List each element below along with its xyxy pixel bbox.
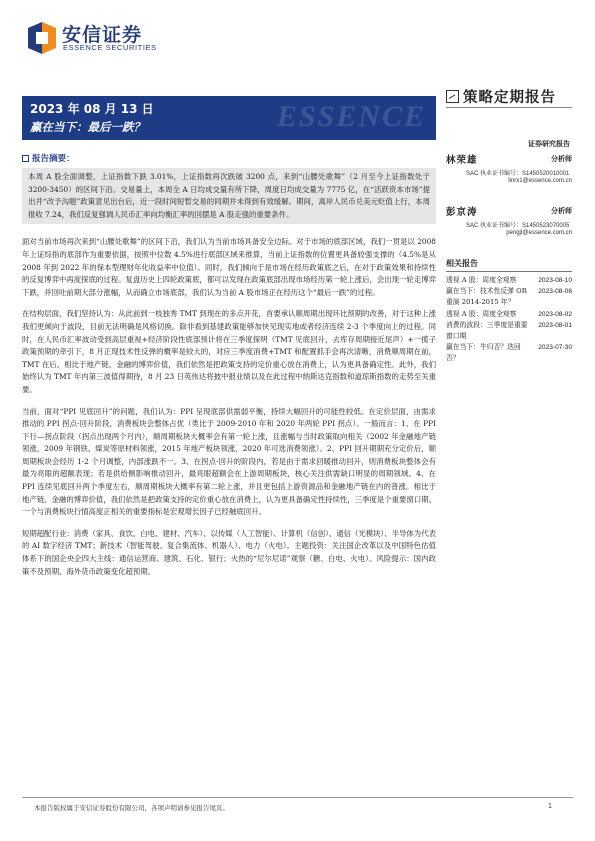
related-reports-list xyxy=(446,275,572,365)
related-report-date: 2023-07-30 xyxy=(538,344,572,352)
logo-text-en: ESSENCE SECURITIES xyxy=(63,43,157,52)
analyst-name: 彭京涛 xyxy=(446,207,478,218)
related-report-title[interactable]: 透视 A 股：周度全观察 xyxy=(446,276,517,284)
footer-disclaimer: 本报告版权属于安信证券股份有限公司，各项声明请参见报告尾页。 xyxy=(34,804,229,812)
divider xyxy=(446,107,572,108)
checkbox-icon xyxy=(22,155,29,162)
abstract-summary: 本周 A 股全面调整，上证指数下跌 3.01%，上证指数再次跌破 3200 点，来到“山腰处歌舞”（2 月至今上证指数处于 3200-3450）的区间下沿。交易量上，本周全 A 日均成交量有所下降，周度日均成交量为 7775 亿，在“活跃资本市场”提出并“改予沟题”政策意见出台后，近一段时间短暂交易的同期并未得到有效缓解。期间，离岸人民币兑美元贬值上行，本周报收 7.24，我们反复强调人民币汇率向均衡汇率的回摆是 A 股走强的重要条件。 xyxy=(22,168,436,224)
report-date: 2023 年 08 月 13 日 xyxy=(30,102,154,116)
title-banner xyxy=(22,96,436,140)
related-report-title[interactable]: 透视 A 股：周度全观察 xyxy=(446,309,517,318)
abstract-heading-label: 报告摘要： xyxy=(32,154,75,164)
analyst-role: 分析师 xyxy=(551,154,572,163)
related-report-date: 2023-08-01 xyxy=(538,321,572,329)
logo-text-cn: 安信证券 xyxy=(62,24,143,46)
banner-watermark: ESSENCE xyxy=(276,100,426,133)
chart-icon xyxy=(446,90,459,103)
report-sub-type: 证券研究报告 xyxy=(528,140,570,148)
analyst-email[interactable]: linrx1@essence.com.cn xyxy=(508,178,572,184)
related-report-item[interactable] xyxy=(446,320,572,342)
main-content xyxy=(22,152,436,578)
analyst-email[interactable]: pengjt@essence.com.cn xyxy=(506,230,572,236)
report-title: 赢在当下：最后一跌？ xyxy=(30,120,145,134)
body-paragraph: 短期超配行业：消费（家具、食饮、白电、建材、汽车）、以传媒（人工智能）、计算机（信创）、通信（光模块）、半导体为代表的 AI 数字经济 TMT；新技术（智能驾驶、复合集流体、机器人）、电力（火电）。主题投资：关注国企改革以及中国特色估值体系下的国企央企四大主线：通信运营商、建筑、石化、银行；火热的“尼尔尼诺”观察（糖、白电、火电）。风险提示：国内政策不及预期、海外货币政策变化超预期。 xyxy=(22,528,436,576)
page-header xyxy=(0,0,595,92)
related-report-item[interactable] xyxy=(446,342,572,364)
body-paragraph: 面对当前市场再次来到“山腰处歌舞”的区间下沿，我们认为当前市场具备安全边际。对于市场的底部区域，我们一贯是以 2008 年上证综指的底部作为重要依据，按照中位数 4.5%进行底部区域来推算，当前上证指数的位置更具备较强支撑的（4.5%是从 2008 年到 2022 年的保本型理财年化收益率中位值）。同时，我们倾向于是市场在经历政策底之后，在对于政策效果和持续性的反复博弈中再度探底的过程。复盘历史上四轮政策底，都可以发现在政策底部出现市场经历第一轮上涨后，会出现一轮走博弈下跌，并回吐前期大部分涨幅，从而确立市场底部，我们认为当前 A 股市场正在经历这个“最后一跌”的过程。 xyxy=(22,237,436,297)
essence-logo-icon xyxy=(28,22,56,54)
page-number: 1 xyxy=(548,803,552,810)
related-report-item[interactable] xyxy=(446,275,572,286)
body-paragraph: 当前，面对“PPI 见底回升”的问题，我们认为：PPI 呈现底部供需弱平衡，持续大幅回升的可能性较低。在定价层面，由需求推动的 PPI 拐点-回升阶段，消费板块会整体占优（类比于 2009-2010 年和 2020 年两轮 PPI 拐点）。一般而言：1、在 PPI 下行—拐点阶段（拐点出现两个月内），顺周期板块大概率会有第一轮上涨，且涨幅与当时政策取向相关（2002 年金融地产链领涨，2009 年钢铁、煤炭等原材料领涨，2015 年地产板块领涨，2020 年可选消费领涨）。2、PPI 回升期期充分定价后，顺周期板块会经历 1-2 个月调整，内部涨跌不一。3、在拐点-回升的阶段内，若是由于需求回暖推动回升，则消费板块整体会有最为亮眼的超额表现；若是供给侧影响推动回升，最亮眼超额会在上游周期板块，核心关注供需缺口明显的周期领域。4、在 PPI 连续见底回升两个季度左右，顺周期板块大概率有第二轮上涨，并且更包括上游资源品和金融地产链在内的普涨。相比于地产链、金融的博弈价值，我们依然是把政策支持的定价重心放在消费上，认为更具备确定性持续性，三季度是个重要窗口期。一个与消费板块行情高度正相关的重要指标是宏观增长因子已经触底回升。 xyxy=(22,406,436,517)
footer-divider xyxy=(22,797,573,798)
analyst-card xyxy=(446,152,572,204)
related-report-date: 2023-08-02 xyxy=(538,310,572,318)
analyst-card xyxy=(446,204,572,256)
related-report-date: 2023-08-06 xyxy=(538,288,572,296)
analyst-license: SAC 执业证书编号：S1450523070005 xyxy=(466,223,570,229)
related-report-date: 2023-08-10 xyxy=(538,277,572,284)
analyst-role: 分析师 xyxy=(551,206,572,215)
report-type-label: 策略定期报告 xyxy=(463,89,556,106)
analyst-name: 林荣雄 xyxy=(446,155,478,166)
sidebar xyxy=(446,152,572,365)
related-report-title[interactable]: 赢在当下：技术性反弹 OR 重演 2014-2015 年？ xyxy=(446,287,527,307)
report-type xyxy=(446,87,571,105)
related-report-item[interactable] xyxy=(446,309,572,320)
abstract-heading xyxy=(22,152,436,164)
body-paragraph: 在结构层面，我们坚持认为：从此前到一枝独秀 TMT 到现在的多点开花，首要承认顺周期出现环比预期的改善，对于这种上涨我们更倾向于波段，目前无法明确是风格切换。除非看到基建政策能够加快见现实地或者经济连续 2-3 个季度向上的过程。同时，在人民币汇率波动受到高层重视+经济阶段性底部预计将在三季度探明（TMT 见底回升，去库存周期接近尾声）+一揽子政策预期的牵引下，8 月正现技术性反弹的概率是较大的，对应三季度消费+TMT 和配置抓手会再次清晰，消费顺周期在前，TMT 在后。相比于地产链、金融的博弈价值，我们依然是把政策支持的定价重心放在消费上，认为更具备确定性。此外，我们始终认为 TMT 年内第三波值得期待，8 月 23 日英伟达将披中报业绩以及在此过程中纳斯达克指数和道琼斯指数的走势至关重要。 xyxy=(22,309,436,394)
analyst-license: SAC 执业证书编号：S1450520010001 xyxy=(466,171,570,177)
related-report-item[interactable] xyxy=(446,286,572,308)
related-report-title[interactable]: 赢在当下：牛归否？迭回否？ xyxy=(446,343,521,363)
related-reports-heading: 相关报告 xyxy=(446,258,572,272)
related-report-title[interactable]: 消费的波段：三季度是重要窗口期 xyxy=(446,320,528,341)
